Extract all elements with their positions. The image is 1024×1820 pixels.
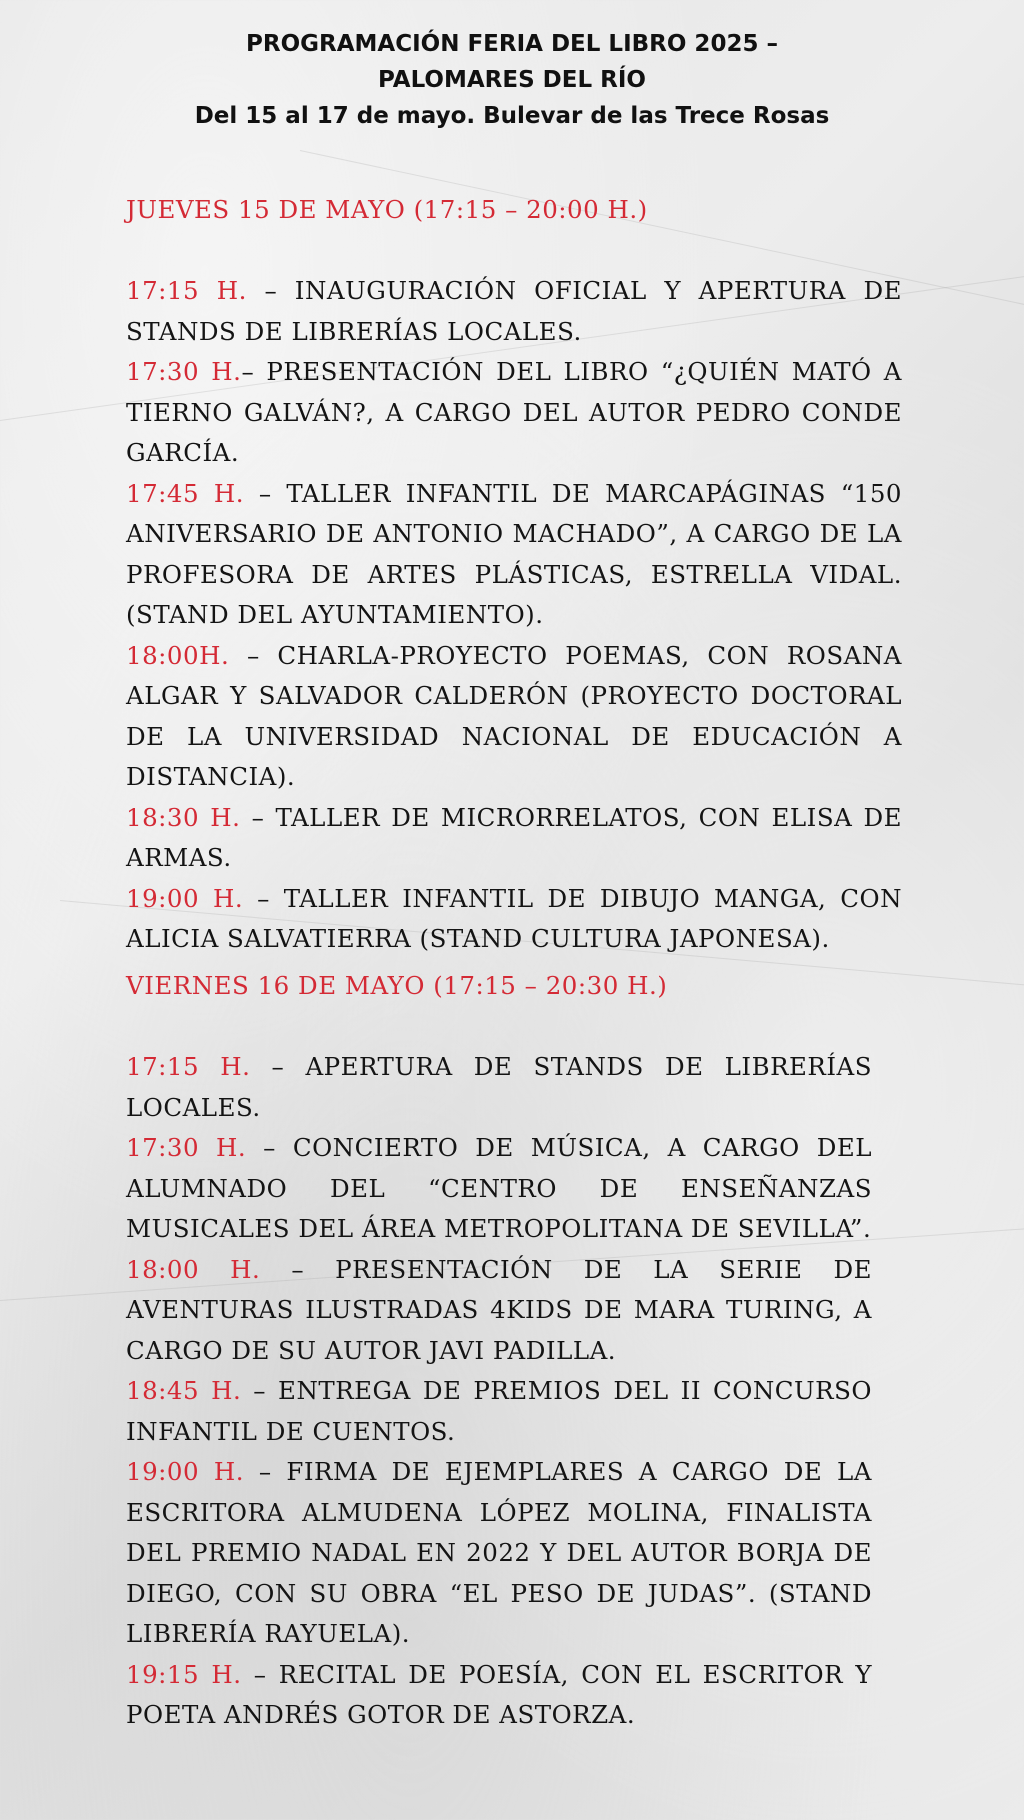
spacer [126, 1007, 872, 1048]
event-item [126, 636, 902, 798]
event-time: 18:00H. [126, 640, 230, 670]
event-time: 19:00 H. [126, 883, 244, 913]
event-time: 19:00 H. [126, 1457, 245, 1486]
event-time: 18:45 H. [126, 1376, 242, 1405]
event-time: 17:30 H. [126, 357, 242, 386]
day-section-friday [126, 966, 872, 1736]
event-description: – CONCIERTO DE MÚSICA, A CARGO DEL ALUMNADO DEL “CENTRO DE ENSEÑANZAS MUSICALES DEL ÁREA METROPOLITANA DE SEVILLA”. [126, 1133, 872, 1243]
event-description: – TALLER INFANTIL DE MARCAPÁGINAS “150 ANIVERSARIO DE ANTONIO MACHADO”, A CARGO DE LA PROFESORA DE ARTES PLÁSTICAS, ESTRELLA VIDAL. (STAND DEL AYUNTAMIENTO). [126, 478, 903, 629]
event-description: – APERTURA DE STANDS DE LIBRERÍAS LOCALES. [126, 1052, 873, 1122]
spacer [126, 231, 902, 272]
event-description: – TALLER INFANTIL DE DIBUJO MANGA, CON ALICIA SALVATIERRA (STAND CULTURA JAPONESA). [126, 883, 903, 953]
event-description: – FIRMA DE EJEMPLARES A CARGO DE LA ESCRITORA ALMUDENA LÓPEZ MOLINA, FINALISTA DEL PREMIO NADAL EN 2022 Y DEL AUTOR BORJA DE DIEGO, CON SU OBRA “EL PESO DE JUDAS”. (STAND LIBRERÍA RAYUELA). [126, 1457, 872, 1648]
event-description: – ENTREGA DE PREMIOS DEL II CONCURSO INFANTIL DE CUENTOS. [126, 1376, 873, 1446]
event-time: 18:30 H. [126, 802, 241, 832]
event-description: – TALLER DE MICRORRELATOS, CON ELISA DE ARMAS. [126, 802, 902, 872]
event-description: – CHARLA-PROYECTO POEMAS, CON ROSANA ALGAR Y SALVADOR CALDERÓN (PROYECTO DOCTORAL DE LA UNIVERSIDAD NACIONAL DE EDUCACIÓN A DISTANCIA). [126, 640, 902, 791]
event-item [126, 1371, 872, 1452]
event-item [126, 1452, 872, 1655]
event-time: 17:45 H. [126, 478, 245, 508]
event-item [126, 1047, 872, 1128]
event-description: – RECITAL DE POESÍA, CON EL ESCRITOR Y POETA ANDRÉS GOTOR DE ASTORZA. [126, 1659, 873, 1729]
event-description: – PRESENTACIÓN DE LA SERIE DE AVENTURAS ILUSTRADAS 4KIDS DE MARA TURING, A CARGO DE SU AUTOR JAVI PADILLA. [126, 1254, 872, 1365]
header-location-line: PALOMARES DEL RÍO [378, 67, 646, 93]
event-item [126, 879, 902, 960]
event-time: 18:00 H. [126, 1254, 261, 1284]
event-item [126, 1655, 872, 1736]
event-time: 19:15 H. [126, 1659, 242, 1689]
event-time: 17:30 H. [126, 1133, 247, 1162]
event-item [126, 1250, 872, 1372]
day-title: VIERNES 16 DE MAYO (17:15 – 20:30 H.) [126, 971, 668, 1000]
event-item [126, 474, 902, 636]
header-title-line: PROGRAMACIÓN FERIA DEL LIBRO 2025 – [246, 31, 778, 57]
day-title: JUEVES 15 DE MAYO (17:15 – 20:00 H.) [126, 195, 648, 224]
document-header [0, 26, 1024, 134]
event-item [126, 352, 902, 474]
event-item [126, 1128, 872, 1250]
event-time: 17:15 H. [126, 276, 247, 305]
header-dates-line: Del 15 al 17 de mayo. Bulevar de las Trece Rosas [194, 103, 830, 129]
event-time: 17:15 H. [126, 1052, 251, 1081]
event-item [126, 798, 902, 879]
event-item [126, 271, 902, 352]
event-description: – PRESENTACIÓN DEL LIBRO “¿QUIÉN MATÓ A TIERNO GALVÁN?, A CARGO DEL AUTOR PEDRO CONDE GARCÍA. [126, 357, 903, 467]
day-section-thursday [126, 190, 902, 960]
event-description: – INAUGURACIÓN OFICIAL Y APERTURA DE STANDS DE LIBRERÍAS LOCALES. [126, 276, 902, 346]
